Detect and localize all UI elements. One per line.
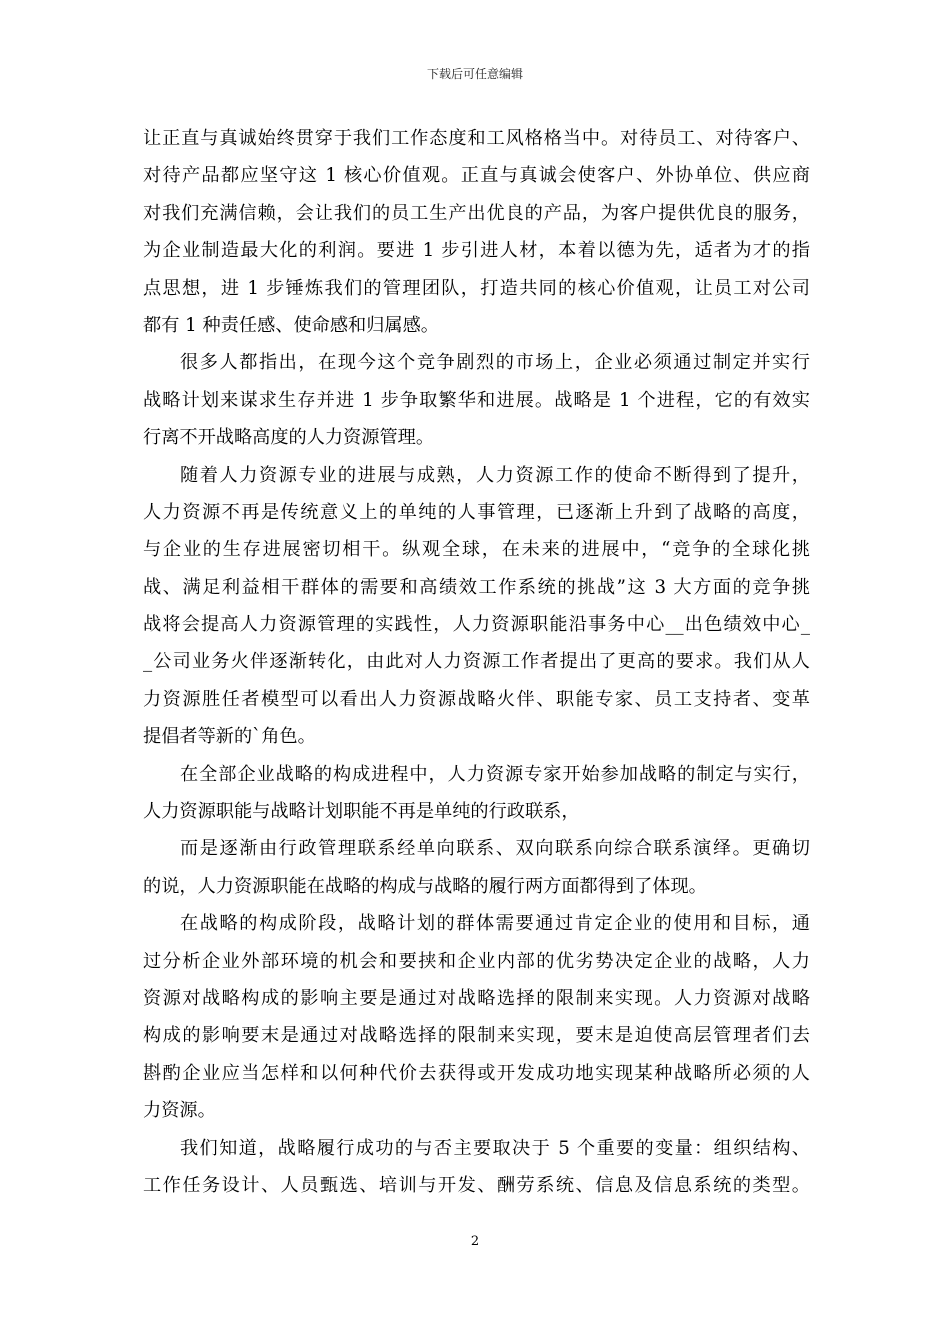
text-line: 为企业制造最大化的利润。要进 1 步引进人材，本着以德为先，适者为才的指	[143, 240, 810, 262]
text-line: 对我们充满信赖，会让我们的员工生产出优良的产品，为客户提供优良的服务，	[143, 202, 810, 224]
text-line: 战、满足利益相干群体的需要和高绩效工作系统的挑战”这 3 大方面的竞争挑	[143, 576, 810, 598]
text-line: 人力资源不再是传统意义上的单纯的人事管理，已逐渐上升到了战略的高度，	[143, 501, 810, 523]
text-line: 战略计划来谋求生存并进 1 步争取繁华和进展。战略是 1 个进程，它的有效实	[143, 389, 810, 411]
text-line: 资源对战略构成的影响主要是通过对战略选择的限制来实现。人力资源对战略	[143, 987, 810, 1009]
text-line: 随着人力资源专业的进展与成熟，人力资源工作的使命不断得到了提升，	[180, 464, 810, 486]
document-body	[143, 120, 810, 1204]
text-line: 力资源胜任者模型可以看出人力资源战略火伴、职能专家、员工支持者、变革	[143, 688, 810, 710]
text-line: 都有 1 种责任感、使命感和归属感。	[143, 314, 439, 336]
text-line: 点思想，进 1 步锤炼我们的管理团队，打造共同的核心价值观，让员工对公司	[143, 277, 810, 299]
page-number: 2	[470, 1234, 480, 1249]
text-line: 很多人都指出，在现今这个竞争剧烈的市场上，企业必须通过制定并实行	[180, 352, 810, 374]
text-line: 在全部企业战略的构成进程中，人力资源专家开始参加战略的制定与实行，	[180, 763, 810, 785]
text-line: 提倡者等新的`角色。	[143, 726, 316, 748]
text-line: 在战略的构成阶段，战略计划的群体需要通过肯定企业的使用和目标，通	[180, 913, 810, 935]
text-line: 的说，人力资源职能在战略的构成与战略的履行两方面都得到了体现。	[143, 875, 707, 897]
text-line: 与企业的生存进展密切相干。纵观全球，在未来的进展中，“竞争的全球化挑	[143, 539, 810, 561]
text-line: _公司业务火伴逐渐转化，由此对人力资源工作者提出了更高的要求。我们从人	[143, 651, 810, 673]
page-header: 下载后可任意编辑	[426, 67, 523, 81]
text-line: 战将会提高人力资源管理的实践性，人力资源职能沿事务中心__出色绩效中心_	[143, 614, 810, 636]
text-line: 力资源。	[143, 1100, 216, 1122]
text-line: 而是逐渐由行政管理联系经单向联系、双向联系向综合联系演绎。更确切	[180, 838, 810, 860]
text-line: 让正直与真诚始终贯穿于我们工作态度和工风格格当中。对待员工、对待客户、	[143, 128, 810, 149]
text-line: 人力资源职能与战略计划职能不再是单纯的行政联系，	[143, 801, 580, 823]
text-line: 斟酌企业应当怎样和以何种代价去获得或开发成功地实现某种战略所必须的人	[143, 1062, 810, 1084]
text-line: 工作任务设计、人员甄选、培训与开发、酬劳系统、信息及信息系统的类型。	[143, 1174, 810, 1196]
text-line: 过分析企业外部环境的机会和要挟和企业内部的优劣势决定企业的战略，人力	[143, 950, 810, 972]
text-line: 行离不开战略高度的人力资源管理。	[143, 427, 435, 449]
text-line: 对待产品都应坚守这 1 核心价值观。正直与真诚会使客户、外协单位、供应商	[143, 165, 810, 187]
text-line: 构成的影响要末是通过对战略选择的限制来实现，要末是迫使高层管理者们去	[143, 1025, 810, 1047]
text-line: 我们知道，战略履行成功的与否主要取决于 5 个重要的变量：组织结构、	[180, 1137, 810, 1159]
